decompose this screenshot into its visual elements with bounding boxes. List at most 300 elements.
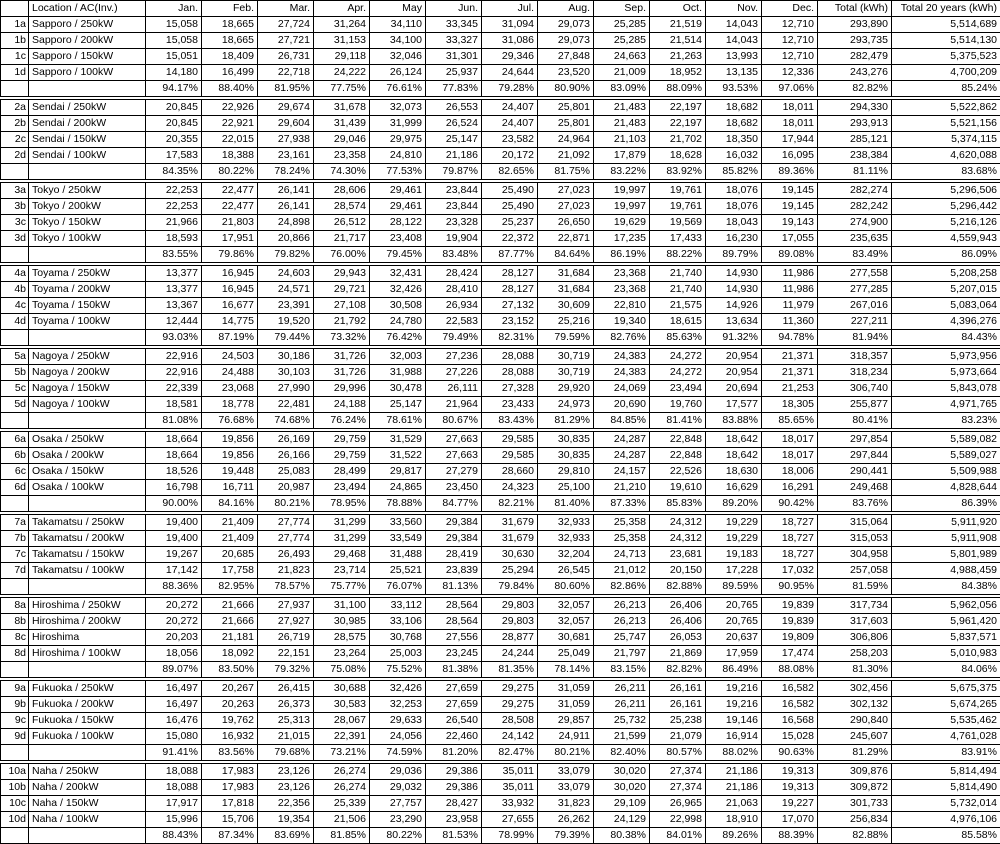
value-cell: 86.49% [706,662,762,678]
value-cell: 21,702 [650,132,706,148]
value-cell: 29,275 [482,697,538,713]
value-cell: 20,637 [706,630,762,646]
value-cell: 16,497 [146,681,202,697]
value-cell: 26,965 [650,796,706,812]
ratio-row [1,662,1000,678]
value-cell: 15,058 [146,33,202,49]
value-cell: 28,419 [426,547,482,563]
value-cell: 21,181 [202,630,258,646]
value-cell: 30,719 [538,349,594,365]
value-cell: 25,083 [258,464,314,480]
value-cell: 235,635 [818,231,892,247]
value-cell: 4,700,209 [892,65,1000,81]
value-cell: 22,460 [426,729,482,745]
value-cell: 79.82% [258,247,314,263]
value-cell: 76.42% [370,330,426,346]
table-row [1,464,1000,480]
table-row [1,100,1000,116]
value-cell: 27,655 [482,812,538,828]
value-cell: 82.82% [650,662,706,678]
value-cell: 22,481 [258,397,314,413]
value-cell: 21,483 [594,116,650,132]
value-cell: 23,391 [258,298,314,314]
value-cell: 19,183 [706,547,762,563]
value-cell: 35,011 [482,764,538,780]
value-cell: 28,427 [426,796,482,812]
value-cell: 19,997 [594,199,650,215]
value-cell: 31,299 [314,515,370,531]
value-cell: 18,388 [202,148,258,164]
value-cell: 27,374 [650,764,706,780]
value-cell: 90.95% [762,579,818,595]
value-cell: 31,679 [482,515,538,531]
table-row [1,349,1000,365]
value-cell: 84.16% [202,496,258,512]
value-cell: 31,823 [538,796,594,812]
value-cell: 17,983 [202,780,258,796]
value-cell: 14,926 [706,298,762,314]
column-header: Nov. [706,1,762,17]
value-cell: 30,020 [594,780,650,796]
value-cell: 31,679 [482,531,538,547]
ratio-row [1,496,1000,512]
value-cell: 24,713 [594,547,650,563]
value-cell: 23,368 [594,266,650,282]
value-cell: 16,914 [706,729,762,745]
value-cell: 5,589,027 [892,448,1000,464]
value-cell: 79.49% [426,330,482,346]
value-cell: 21,869 [650,646,706,662]
value-cell: 21,186 [706,764,762,780]
value-cell: 28,088 [482,365,538,381]
value-cell: 81.20% [426,745,482,761]
value-cell: 18,727 [762,515,818,531]
value-cell: 15,058 [146,17,202,33]
value-cell: 16,476 [146,713,202,729]
value-cell: 21,063 [706,796,762,812]
row-id-cell: 7c [1,547,29,563]
value-cell: 23,245 [426,646,482,662]
table-row [1,381,1000,397]
value-cell: 83.68% [892,164,1000,180]
table-row [1,729,1000,745]
location-cell: Tokyo / 250kW [29,183,146,199]
value-cell: 23,958 [426,812,482,828]
value-cell: 84.85% [594,413,650,429]
row-id-cell: 8b [1,614,29,630]
value-cell: 27,236 [426,349,482,365]
location-cell: Tokyo / 200kW [29,199,146,215]
value-cell: 26,545 [538,563,594,579]
value-cell: 26,141 [258,183,314,199]
value-cell: 85.63% [650,330,706,346]
value-cell: 5,514,689 [892,17,1000,33]
value-cell: 28,127 [482,266,538,282]
value-cell: 89.08% [762,247,818,263]
value-cell: 25,358 [594,515,650,531]
table-row [1,116,1000,132]
value-cell: 277,558 [818,266,892,282]
value-cell: 22,848 [650,448,706,464]
row-id-cell: 5b [1,365,29,381]
value-cell: 20,765 [706,598,762,614]
value-cell: 84.77% [426,496,482,512]
value-cell: 31,264 [314,17,370,33]
row-id-cell: 6c [1,464,29,480]
value-cell: 16,291 [762,480,818,496]
value-cell: 309,876 [818,764,892,780]
value-cell: 32,933 [538,531,594,547]
table-row [1,480,1000,496]
value-cell: 33,079 [538,780,594,796]
value-cell: 12,336 [762,65,818,81]
value-cell: 88.09% [650,81,706,97]
value-cell: 18,630 [706,464,762,480]
value-cell: 21,186 [706,780,762,796]
value-cell: 28,508 [482,713,538,729]
value-cell: 11,986 [762,282,818,298]
value-cell: 26,262 [538,812,594,828]
value-cell: 5,514,130 [892,33,1000,49]
location-cell: Fukuoka / 100kW [29,729,146,745]
row-id-cell: 2c [1,132,29,148]
value-cell: 4,828,644 [892,480,1000,496]
value-cell: 19,760 [650,397,706,413]
value-cell: 27,023 [538,183,594,199]
value-cell: 93.03% [146,330,202,346]
row-id-cell: 2d [1,148,29,164]
row-id-cell [1,247,29,263]
value-cell: 4,976,106 [892,812,1000,828]
location-cell: Osaka / 200kW [29,448,146,464]
value-cell: 16,582 [762,697,818,713]
value-cell: 22,253 [146,199,202,215]
value-cell: 80.21% [258,496,314,512]
value-cell: 20,203 [146,630,202,646]
value-cell: 13,377 [146,282,202,298]
value-cell: 90.00% [146,496,202,512]
value-cell: 16,945 [202,266,258,282]
value-cell: 5,961,420 [892,614,1000,630]
value-cell: 24,188 [314,397,370,413]
row-id-cell: 2a [1,100,29,116]
value-cell: 24,898 [258,215,314,231]
value-cell: 28,564 [426,614,482,630]
value-cell: 27,226 [426,365,482,381]
value-cell: 18,642 [706,448,762,464]
value-cell: 24,272 [650,365,706,381]
ratio-row [1,579,1000,595]
value-cell: 23,714 [314,563,370,579]
ratio-row [1,413,1000,429]
value-cell: 26,406 [650,598,706,614]
table-row [1,33,1000,49]
column-header: Total (kWh) [818,1,892,17]
value-cell: 87.34% [202,828,258,844]
value-cell: 76.24% [314,413,370,429]
value-cell: 5,801,989 [892,547,1000,563]
value-cell: 34,110 [370,17,426,33]
value-cell: 78.88% [370,496,426,512]
value-cell: 29,468 [314,547,370,563]
value-cell: 20,150 [650,563,706,579]
value-cell: 18,409 [202,49,258,65]
ratio-row [1,828,1000,844]
value-cell: 23,290 [370,812,426,828]
value-cell: 94.78% [762,330,818,346]
value-cell: 90.63% [762,745,818,761]
value-cell: 24,383 [594,365,650,381]
value-cell: 293,890 [818,17,892,33]
value-cell: 5,589,082 [892,432,1000,448]
value-cell: 13,367 [146,298,202,314]
value-cell: 20,272 [146,598,202,614]
column-header: Dec. [762,1,818,17]
value-cell: 31,988 [370,365,426,381]
value-cell: 79.44% [258,330,314,346]
value-cell: 18,076 [706,183,762,199]
value-cell: 19,216 [706,697,762,713]
value-cell: 19,839 [762,598,818,614]
row-id-cell [1,496,29,512]
value-cell: 25,358 [594,531,650,547]
value-cell: 31,059 [538,681,594,697]
location-cell [29,828,146,844]
value-cell: 5,814,490 [892,780,1000,796]
value-cell: 19,400 [146,515,202,531]
table-row [1,598,1000,614]
value-cell: 30,020 [594,764,650,780]
value-cell: 84.38% [892,579,1000,595]
value-cell: 79.39% [538,828,594,844]
value-cell: 31,726 [314,365,370,381]
value-cell: 24,663 [594,49,650,65]
row-id-cell: 5c [1,381,29,397]
value-cell: 15,028 [762,729,818,745]
value-cell: 315,053 [818,531,892,547]
location-cell: Takamatsu / 250kW [29,515,146,531]
value-cell: 18,305 [762,397,818,413]
value-cell: 19,227 [762,796,818,812]
location-cell: Tokyo / 150kW [29,215,146,231]
value-cell: 31,529 [370,432,426,448]
value-cell: 5,208,258 [892,266,1000,282]
value-cell: 85.65% [762,413,818,429]
value-cell: 79.32% [258,662,314,678]
value-cell: 91.41% [146,745,202,761]
value-cell: 25,147 [426,132,482,148]
value-cell: 5,207,015 [892,282,1000,298]
value-cell: 22,339 [146,381,202,397]
location-cell: Osaka / 150kW [29,464,146,480]
table-row [1,148,1000,164]
value-cell: 25,216 [538,314,594,330]
table-row [1,448,1000,464]
value-cell: 23,433 [482,397,538,413]
row-id-cell: 1d [1,65,29,81]
value-cell: 81.08% [146,413,202,429]
value-cell: 27,774 [258,515,314,531]
value-cell: 79.68% [258,745,314,761]
value-cell: 32,046 [370,49,426,65]
row-id-cell: 8d [1,646,29,662]
value-cell: 18,628 [650,148,706,164]
value-cell: 32,204 [538,547,594,563]
value-cell: 14,930 [706,282,762,298]
value-cell: 88.39% [762,828,818,844]
value-cell: 32,073 [370,100,426,116]
value-cell: 19,448 [202,464,258,480]
value-cell: 21,009 [594,65,650,81]
value-cell: 5,962,056 [892,598,1000,614]
value-cell: 5,674,265 [892,697,1000,713]
value-cell: 80.38% [594,828,650,844]
location-cell: Fukuoka / 250kW [29,681,146,697]
value-cell: 20,690 [594,397,650,413]
value-cell: 16,497 [146,697,202,713]
value-cell: 81.41% [650,413,706,429]
value-cell: 18,056 [146,646,202,662]
value-cell: 29,759 [314,448,370,464]
value-cell: 30,985 [314,614,370,630]
value-cell: 19,569 [650,215,706,231]
value-cell: 19,400 [146,531,202,547]
value-cell: 78.57% [258,579,314,595]
value-cell: 4,988,459 [892,563,1000,579]
value-cell: 21,740 [650,266,706,282]
value-cell: 19,267 [146,547,202,563]
column-header: Jul. [482,1,538,17]
value-cell: 5,843,078 [892,381,1000,397]
value-cell: 82.86% [594,579,650,595]
value-cell: 25,285 [594,33,650,49]
value-cell: 90.42% [762,496,818,512]
value-cell: 29,109 [594,796,650,812]
value-cell: 22,998 [650,812,706,828]
value-cell: 26,166 [258,448,314,464]
value-cell: 80.57% [650,745,706,761]
value-cell: 19,340 [594,314,650,330]
value-cell: 27,990 [258,381,314,397]
value-cell: 26,731 [258,49,314,65]
value-cell: 17,879 [594,148,650,164]
value-cell: 29,346 [482,49,538,65]
location-cell: Hiroshima [29,630,146,646]
row-id-cell: 10a [1,764,29,780]
value-cell: 80.22% [370,828,426,844]
value-cell: 88.40% [202,81,258,97]
value-cell: 21,371 [762,349,818,365]
value-cell: 18,952 [650,65,706,81]
header-row [1,1,1000,17]
value-cell: 5,522,862 [892,100,1000,116]
value-cell: 30,768 [370,630,426,646]
value-cell: 29,817 [370,464,426,480]
value-cell: 81.95% [258,81,314,97]
value-cell: 19,313 [762,764,818,780]
value-cell: 89.79% [706,247,762,263]
table-row [1,365,1000,381]
location-cell [29,579,146,595]
value-cell: 33,079 [538,764,594,780]
value-cell: 18,043 [706,215,762,231]
value-cell: 19,629 [594,215,650,231]
row-id-cell [1,330,29,346]
value-cell: 31,999 [370,116,426,132]
row-id-cell [1,164,29,180]
value-cell: 18,006 [762,464,818,480]
value-cell: 20,954 [706,349,762,365]
value-cell: 29,810 [538,464,594,480]
value-cell: 24,222 [314,65,370,81]
value-cell: 29,461 [370,199,426,215]
value-cell: 82.40% [594,745,650,761]
value-cell: 22,526 [650,464,706,480]
value-cell: 74.68% [258,413,314,429]
value-cell: 80.41% [818,413,892,429]
location-cell: Toyama / 150kW [29,298,146,314]
value-cell: 19,610 [650,480,706,496]
location-cell: Naha / 250kW [29,764,146,780]
value-cell: 285,121 [818,132,892,148]
value-cell: 297,844 [818,448,892,464]
value-cell: 17,577 [706,397,762,413]
value-cell: 81.13% [426,579,482,595]
location-cell [29,496,146,512]
value-cell: 31,684 [538,282,594,298]
value-cell: 32,057 [538,614,594,630]
value-cell: 24,287 [594,432,650,448]
value-cell: 29,384 [426,531,482,547]
table-row [1,231,1000,247]
value-cell: 26,161 [650,697,706,713]
location-cell: Nagoya / 100kW [29,397,146,413]
value-cell: 19,520 [258,314,314,330]
table-row [1,49,1000,65]
table-row [1,132,1000,148]
value-cell: 19,229 [706,515,762,531]
value-cell: 17,818 [202,796,258,812]
value-cell: 82.88% [818,828,892,844]
table-row [1,298,1000,314]
value-cell: 5,911,908 [892,531,1000,547]
value-cell: 29,674 [258,100,314,116]
value-cell: 317,734 [818,598,892,614]
value-cell: 16,677 [202,298,258,314]
value-cell: 26,406 [650,614,706,630]
value-cell: 81.85% [314,828,370,844]
value-cell: 25,238 [650,713,706,729]
value-cell: 20,267 [202,681,258,697]
value-cell: 78.61% [370,413,426,429]
value-cell: 82.88% [650,579,706,595]
value-cell: 290,441 [818,464,892,480]
value-cell: 33,549 [370,531,426,547]
value-cell: 81.59% [818,579,892,595]
table-row [1,812,1000,828]
value-cell: 21,792 [314,314,370,330]
value-cell: 27,132 [482,298,538,314]
row-id-cell [1,579,29,595]
value-cell: 25,285 [594,17,650,33]
value-cell: 28,660 [482,464,538,480]
value-cell: 26,540 [426,713,482,729]
value-cell: 78.24% [258,164,314,180]
value-cell: 5,296,506 [892,183,1000,199]
location-cell: Sendai / 150kW [29,132,146,148]
value-cell: 21,371 [762,365,818,381]
value-cell: 17,917 [146,796,202,812]
